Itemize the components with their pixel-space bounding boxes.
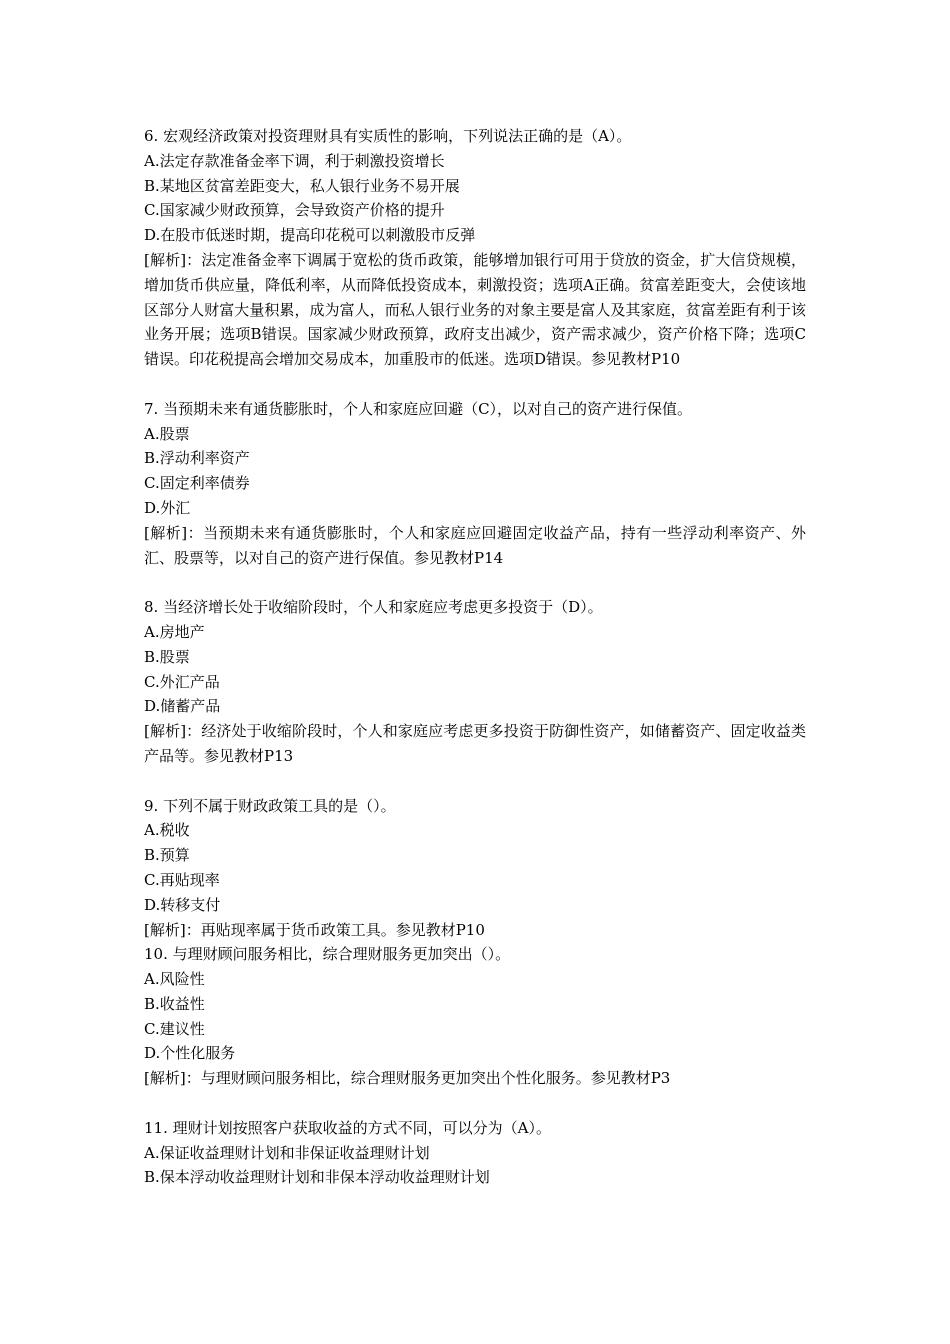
option-a: A.保证收益理财计划和非保证收益理财计划 [144, 1143, 430, 1162]
question-stem: 6. 宏观经济政策对投资理财具有实质性的影响，下列说法正确的是（A）。 [144, 127, 632, 145]
question-stem: 11. 理财计划按照客户获取收益的方式不同，可以分为（A）。 [144, 1118, 551, 1137]
question-stem: 8. 当经济增长处于收缩阶段时，个人和家庭应考虑更多投资于（D）。 [144, 598, 603, 617]
question-7 [144, 397, 806, 571]
analysis: [解析]：再贴现率属于货币政策工具。参见教材P10 [144, 920, 485, 939]
option-d: D.外汇 [144, 498, 191, 517]
spacer [144, 372, 806, 397]
question-8 [144, 595, 806, 769]
option-b: B.收益性 [144, 994, 205, 1013]
option-b: B.预算 [144, 846, 190, 865]
option-d: D.储蓄产品 [144, 697, 221, 716]
option-a: A.房地产 [144, 622, 205, 641]
option-b: B.保本浮动收益理财计划和非保本浮动收益理财计划 [144, 1168, 490, 1187]
option-b: B.某地区贫富差距变大，私人银行业务不易开展 [144, 176, 460, 195]
option-c: C.外汇产品 [144, 672, 220, 691]
option-d: D.在股市低迷时期，提高印花税可以刺激股市反弹 [144, 226, 476, 245]
question-9 [144, 794, 806, 943]
option-c: C.固定利率债券 [144, 474, 250, 493]
spacer [144, 570, 806, 595]
question-stem: 7. 当预期未来有通货膨胀时，个人和家庭应回避（C），以对自己的资产进行保值。 [144, 399, 693, 418]
question-11 [144, 1116, 806, 1190]
question-10 [144, 942, 806, 1091]
option-c: C.再贴现率 [144, 870, 220, 889]
option-c: C.建议性 [144, 1019, 205, 1038]
option-a: A.股票 [144, 424, 190, 443]
document-page [144, 124, 806, 1190]
analysis: [解析]：经济处于收缩阶段时，个人和家庭应考虑更多投资于防御性资产，如储蓄资产、固定收益类产品等。参见教材P13 [144, 722, 806, 765]
option-b: B.浮动利率资产 [144, 449, 250, 468]
option-a: A.风险性 [144, 970, 205, 989]
analysis: [解析]：法定准备金率下调属于宽松的货币政策，能够增加银行可用于贷放的资金，扩大信贷规模，增加货币供应量，降低利率，从而降低投资成本，刺激投资；选项A正确。贫富差距变大，会使该地区部分人财富大量积累，成为富人，而私人银行业务的对象主要是富人及其家庭，贫富差距有利于该业务开展；选项B错误。国家减少财政预算，政府支出减少，资产需求减少，资产价格下降；选项C错误。印花税提高会增加交易成本，加重股市的低迷。选项D错误。参见教材P10 [144, 250, 806, 369]
option-a: A.法定存款准备金率下调，利于刺激投资增长 [144, 151, 445, 170]
option-d: D.个性化服务 [144, 1044, 236, 1063]
analysis: [解析]：当预期未来有通货膨胀时，个人和家庭应回避固定收益产品，持有一些浮动利率资产、外汇、股票等，以对自己的资产进行保值。参见教材P14 [144, 523, 806, 567]
analysis: [解析]：与理财顾问服务相比，综合理财服务更加突出个性化服务。参见教材P3 [144, 1069, 671, 1088]
option-c: C.国家减少财政预算，会导致资产价格的提升 [144, 201, 445, 220]
question-stem: 10. 与理财顾问服务相比，综合理财服务更加突出（）。 [144, 945, 511, 964]
option-b: B.股票 [144, 647, 190, 666]
option-a: A.税收 [144, 821, 190, 840]
spacer [144, 769, 806, 794]
option-d: D.转移支付 [144, 895, 221, 914]
spacer [144, 1091, 806, 1116]
question-6 [144, 124, 806, 372]
question-stem: 9. 下列不属于财政政策工具的是（）。 [144, 796, 396, 815]
